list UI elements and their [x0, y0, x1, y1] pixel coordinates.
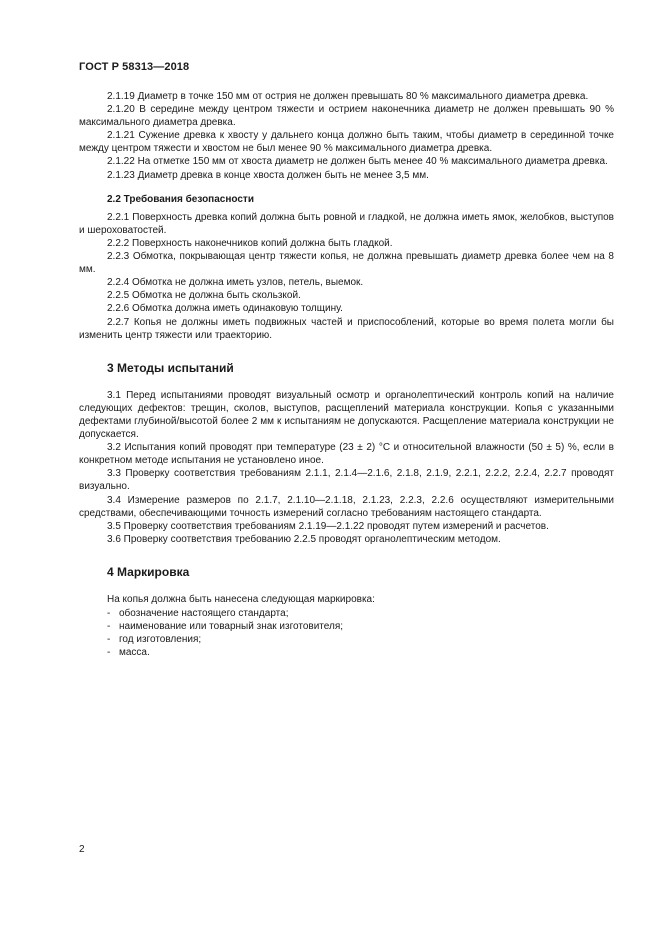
- paragraph-2-1-19: 2.1.19 Диаметр в точке 150 мм от острия не должен превышать 80 % максимального диаметра древка.: [107, 91, 589, 102]
- document-header: ГОСТ Р 58313—2018: [79, 61, 190, 73]
- paragraph-2-1-22: 2.1.22 На отметке 150 мм от хвоста диаметр не должен быть менее 40 % максимального диаметра древка.: [107, 156, 608, 168]
- paragraph-2-2-3: 2.2.3 Обмотка, покрывающая центр тяжести копья, не должна превышать диаметр древка более чем на 8 мм.: [79, 251, 614, 276]
- paragraph-3-2: 3.2 Испытания копий проводят при температуре (23 ± 2) °С и относительной влажности (50 ± 5) %, если в конкретном методе испытания не установлено иное.: [79, 442, 614, 467]
- section-heading-marking: 4 Маркировка: [107, 564, 190, 579]
- list-item: - обозначение настоящего стандарта;: [107, 608, 289, 620]
- paragraph-3-6: 3.6 Проверку соответствия требованию 2.2.5 проводят органолептическим методом.: [107, 533, 501, 545]
- paragraph-2-2-4: 2.2.4 Обмотка не должна иметь узлов, петель, выемок.: [107, 277, 364, 289]
- paragraph-2-2-6: 2.2.6 Обмотка должна иметь одинаковую толщину.: [107, 303, 343, 315]
- list-item: - год изготовления;: [107, 634, 202, 646]
- paragraph-3-3: 3.3 Проверку соответствия требованиям 2.1.1, 2.1.4—2.1.6, 2.1.8, 2.1.9, 2.2.1, 2.2.2, 2.2.4, 2.2.7 проводят визуально.: [79, 468, 614, 493]
- paragraph-2-2-5: 2.2.5 Обмотка не должна быть скользкой.: [107, 290, 301, 302]
- document-body: [79, 90, 614, 659]
- page-number: 2: [79, 844, 85, 855]
- list-item: - наименование или товарный знак изготовителя;: [107, 621, 344, 633]
- marking: [79, 593, 614, 659]
- paragraph-2-2-7: 2.2.7 Копья не должны иметь подвижных частей и приспособлений, которые во время полета могли бы изменить центр тяжести или траекторию.: [79, 316, 614, 341]
- paragraph-3-4: 3.4 Измерение размеров по 2.1.7, 2.1.10—2.1.18, 2.1.23, 2.2.3, 2.2.6 осуществляют измерительными средствами, обеспечивающими точность измерений согласно требованиям настоящего стандарта.: [79, 494, 614, 519]
- paragraph-2-2-1: 2.2.1 Поверхность древка копий должна быть ровной и гладкой, не должна иметь ямок, желобков, выступов и шероховатостей.: [79, 211, 614, 236]
- paragraph-3-5: 3.5 Проверку соответствия требованиям 2.1.19—2.1.22 проводят путем измерений и расчетов.: [107, 520, 549, 532]
- safety-requirements: [79, 211, 614, 342]
- marking-intro: На копья должна быть нанесена следующая маркировка:: [107, 594, 375, 605]
- section-heading-test-methods: 3 Методы испытаний: [107, 360, 234, 375]
- paragraph-3-1: 3.1 Перед испытаниями проводят визуальный осмотр и органолептический контроль копий на наличие следующих дефектов: трещин, сколов, выступов, расщеплений материала конструкции. Копья с указанными дефектами глубиной/высотой более 2 мм к испытаниям не допускаются. Расщепление материала конструкции не допускается.: [79, 389, 614, 441]
- list-item: - масса.: [107, 647, 150, 659]
- test-methods: [79, 389, 614, 546]
- subsection-heading-safety: 2.2 Требования безопасности: [107, 193, 254, 205]
- paragraph-2-1-21: 2.1.21 Сужение древка к хвосту у дальнего конца должно быть таким, чтобы диаметр в серединной точке между центром тяжести и хвостом не был менее 90 % максимального диаметра древка.: [79, 130, 614, 155]
- paragraph-2-1-23: 2.1.23 Диаметр древка в конце хвоста должен быть не менее 3,5 мм.: [107, 169, 429, 181]
- marking-list: [79, 607, 614, 659]
- paragraph-2-2-2: 2.2.2 Поверхность наконечников копий должна быть гладкой.: [107, 237, 393, 249]
- requirements-continued: [79, 90, 614, 182]
- paragraph-2-1-20: 2.1.20 В середине между центром тяжести и острием наконечника диаметр не должен превышать 90 % максимального диаметра древка.: [79, 104, 614, 129]
